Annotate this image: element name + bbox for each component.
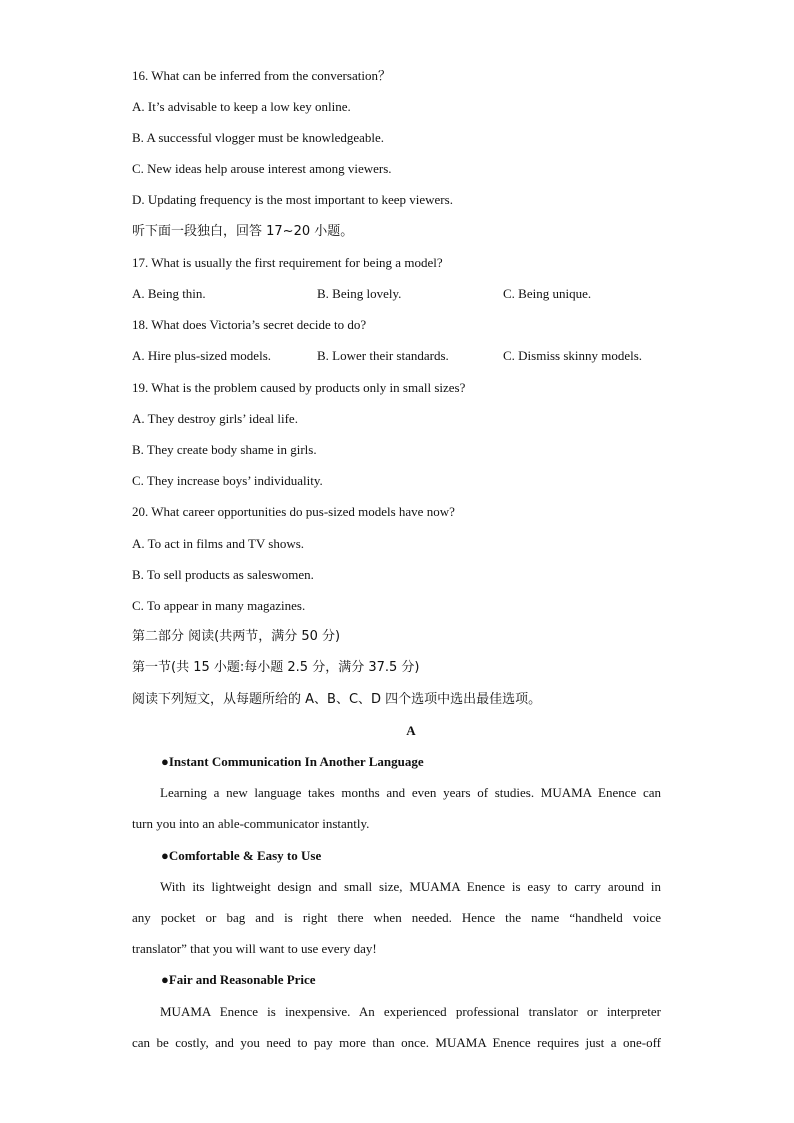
q20-option-a: A. To act in films and TV shows.	[132, 536, 305, 551]
q19-option-c: C. They increase boys’ individuality.	[132, 473, 323, 488]
passage-heading-3: ●Fair and Reasonable Price	[161, 972, 316, 987]
q20-option-c: C. To appear in many magazines.	[132, 598, 306, 613]
section1-instruction: 阅读下列短文，从每题所给的 A、B、C、D 四个选项中选出最佳选项。	[132, 692, 542, 707]
q16-question: 16. What can be inferred from the conversation？	[132, 68, 391, 83]
section1-title: 第一节(共 15 小题:每小题 2.5 分，满分 37.5 分)	[132, 660, 420, 675]
q20-option-b: B. To sell products as saleswomen.	[132, 567, 314, 582]
passage-label: A	[406, 723, 416, 738]
q20-question: 20. What career opportunities do pus-sized models have now?	[132, 504, 455, 519]
passage-p2-line1: With its lightweight design and small size, MUAMA Enence is easy to carry around in	[160, 879, 661, 894]
passage-p1-line1: Learning a new language takes months and even years of studies. MUAMA Enence can	[160, 785, 661, 800]
passage-p2-line3: translator” that you will want to use every day!	[132, 941, 377, 956]
q18-option-b: B. Lower their standards.	[317, 348, 449, 363]
q18-option-a: A. Hire plus-sized models.	[132, 348, 272, 363]
q19-option-b: B. They create body shame in girls.	[132, 442, 317, 457]
q17-option-a: A. Being thin.	[132, 286, 206, 301]
passage-p2-line2: any pocket or bag and is right there when needed. Hence the name “handheld voice	[132, 910, 661, 925]
q19-option-a: A. They destroy girls’ ideal life.	[132, 411, 298, 426]
instruction-17-20: 听下面一段独白，回答 17~20 小题。	[132, 224, 354, 239]
passage-p3-line1: MUAMA Enence is inexpensive. An experienced professional translator or interpreter	[160, 1004, 661, 1019]
q16-option-b: B. A successful vlogger must be knowledgeable.	[132, 130, 385, 145]
q16-option-c: C. New ideas help arouse interest among viewers.	[132, 161, 392, 176]
passage-heading-1: ●Instant Communication In Another Language	[161, 754, 424, 769]
q17-question: 17. What is usually the first requirement for being a model?	[132, 255, 443, 270]
passage-p1-line2: turn you into an able-communicator instantly.	[132, 816, 370, 831]
q18-option-c: C. Dismiss skinny models.	[503, 348, 643, 363]
passage-heading-2: ●Comfortable & Easy to Use	[161, 848, 322, 863]
q17-option-b: B. Being lovely.	[317, 286, 402, 301]
q17-option-c: C. Being unique.	[503, 286, 592, 301]
part2-title: 第二部分 阅读(共两节，满分 50 分)	[132, 629, 341, 644]
q16-option-a: A. It’s advisable to keep a low key online.	[132, 99, 351, 114]
passage-p3-line2: can be costly, and you need to pay more than once. MUAMA Enence requires just a one-off	[132, 1035, 661, 1050]
q16-option-d: D. Updating frequency is the most important to keep viewers.	[132, 192, 453, 207]
q18-question: 18. What does Victoria’s secret decide to do?	[132, 317, 367, 332]
q19-question: 19. What is the problem caused by products only in small sizes?	[132, 380, 466, 395]
